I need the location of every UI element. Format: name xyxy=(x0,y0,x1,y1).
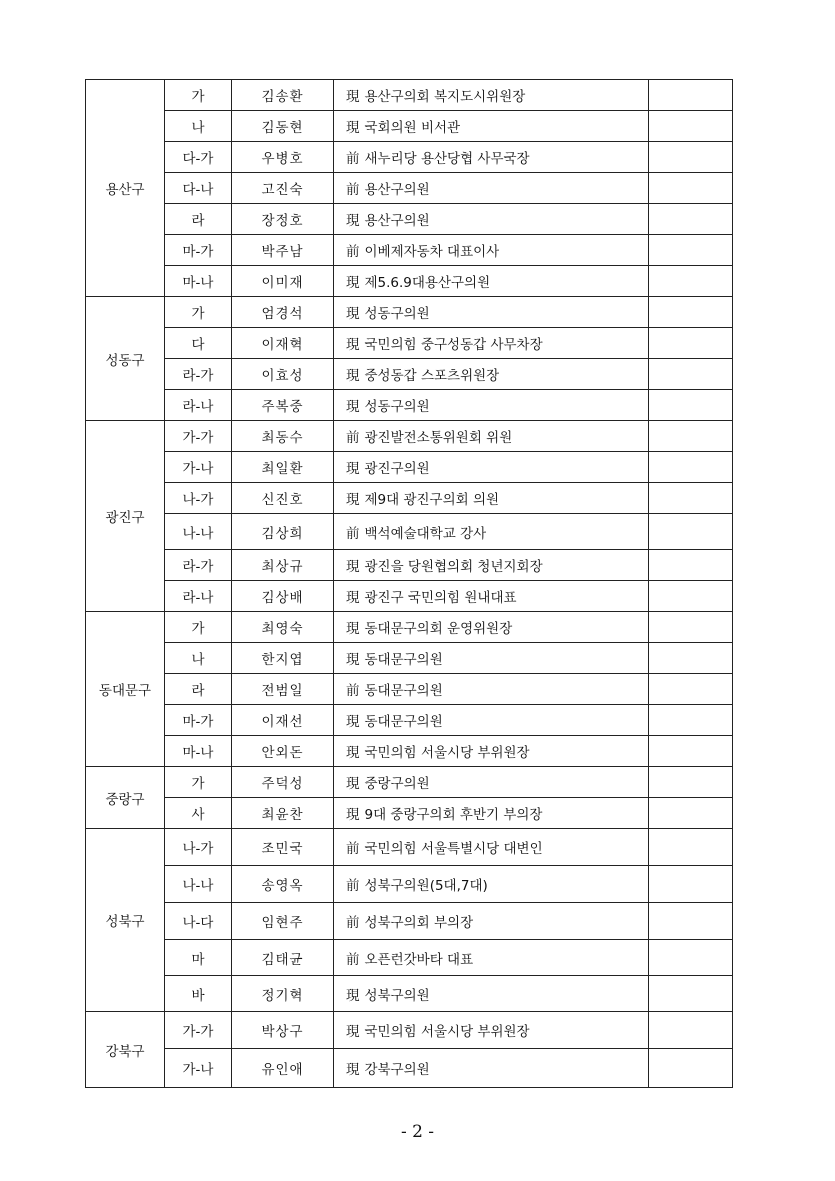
note-cell xyxy=(649,1012,733,1049)
career-text: 국회의원 비서관 xyxy=(364,120,461,136)
table-row xyxy=(86,390,733,421)
career-prefix: 現 xyxy=(346,306,360,322)
district-code-cell: 나-나 xyxy=(165,866,232,903)
district-code-cell: 다-가 xyxy=(165,142,232,173)
note-cell xyxy=(649,829,733,866)
career-prefix: 前 xyxy=(346,151,360,167)
district-code-cell: 나-가 xyxy=(165,483,232,514)
candidate-name-cell: 엄경석 xyxy=(232,297,334,328)
district-code-cell: 마-가 xyxy=(165,705,232,736)
career-text: 중랑구의원 xyxy=(364,776,430,792)
table-row xyxy=(86,235,733,266)
career-text: 광진구 국민의힘 원내대표 xyxy=(364,590,517,606)
career-text: 국민의힘 중구성동갑 사무차장 xyxy=(364,337,543,353)
district-code-cell: 라 xyxy=(165,674,232,705)
career-cell xyxy=(334,111,649,142)
note-cell xyxy=(649,866,733,903)
table-row xyxy=(86,142,733,173)
candidate-name-cell: 전범일 xyxy=(232,674,334,705)
career-cell xyxy=(334,612,649,643)
career-cell xyxy=(334,705,649,736)
career-cell xyxy=(334,266,649,297)
career-prefix: 現 xyxy=(346,89,360,105)
note-cell xyxy=(649,705,733,736)
note-cell xyxy=(649,483,733,514)
career-prefix: 現 xyxy=(346,492,360,508)
district-code-cell: 라-가 xyxy=(165,359,232,390)
candidate-name-cell: 유인애 xyxy=(232,1049,334,1088)
career-prefix: 現 xyxy=(346,652,360,668)
candidate-table xyxy=(85,79,733,1088)
table-row xyxy=(86,612,733,643)
career-prefix: 現 xyxy=(346,807,360,823)
career-cell xyxy=(334,483,649,514)
table-row xyxy=(86,940,733,976)
table-row xyxy=(86,798,733,829)
candidate-name-cell: 김송환 xyxy=(232,80,334,111)
career-text: 광진을 당원협의회 청년지회장 xyxy=(364,559,543,575)
career-cell xyxy=(334,550,649,581)
candidate-name-cell: 안외돈 xyxy=(232,736,334,767)
table-row xyxy=(86,204,733,235)
career-cell xyxy=(334,80,649,111)
district-cell: 용산구 xyxy=(86,80,165,297)
district-cell: 강북구 xyxy=(86,1012,165,1088)
career-text: 용산구의원 xyxy=(364,213,430,229)
candidate-name-cell: 이효성 xyxy=(232,359,334,390)
career-cell xyxy=(334,204,649,235)
note-cell xyxy=(649,1049,733,1088)
note-cell xyxy=(649,328,733,359)
career-prefix: 前 xyxy=(346,525,360,542)
district-code-cell: 가 xyxy=(165,767,232,798)
note-cell xyxy=(649,736,733,767)
note-cell xyxy=(649,976,733,1012)
career-prefix: 前 xyxy=(346,841,360,857)
candidate-name-cell: 이미재 xyxy=(232,266,334,297)
table-row xyxy=(86,421,733,452)
career-text: 국민의힘 서울시당 부위원장 xyxy=(364,745,530,761)
candidate-name-cell: 정기혁 xyxy=(232,976,334,1012)
page-number: - 2 - xyxy=(400,1122,435,1142)
career-prefix: 現 xyxy=(346,987,360,1004)
candidate-name-cell: 박상구 xyxy=(232,1012,334,1049)
career-prefix: 現 xyxy=(346,368,360,384)
career-prefix: 前 xyxy=(346,683,360,699)
note-cell xyxy=(649,903,733,940)
district-code-cell: 나 xyxy=(165,643,232,674)
career-text: 성북구의회 부의장 xyxy=(364,915,474,931)
career-text: 중성동갑 스포츠위원장 xyxy=(364,368,500,384)
table-row xyxy=(86,328,733,359)
note-cell xyxy=(649,643,733,674)
district-cell: 광진구 xyxy=(86,421,165,612)
table-row xyxy=(86,866,733,903)
candidate-name-cell: 김상배 xyxy=(232,581,334,612)
career-prefix: 現 xyxy=(346,714,360,730)
note-cell xyxy=(649,452,733,483)
note-cell xyxy=(649,514,733,550)
career-text: 동대문구의원 xyxy=(364,714,443,730)
career-text: 동대문구의원 xyxy=(364,683,443,699)
table-row xyxy=(86,674,733,705)
career-text: 오픈런갓바타 대표 xyxy=(364,951,474,968)
career-cell xyxy=(334,866,649,903)
district-code-cell: 마 xyxy=(165,940,232,976)
career-cell xyxy=(334,142,649,173)
career-text: 용산구의회 복지도시위원장 xyxy=(364,89,526,105)
career-prefix: 現 xyxy=(346,1062,360,1078)
note-cell xyxy=(649,359,733,390)
career-prefix: 現 xyxy=(346,590,360,606)
note-cell xyxy=(649,390,733,421)
career-cell xyxy=(334,421,649,452)
district-cell: 성북구 xyxy=(86,829,165,1012)
career-prefix: 現 xyxy=(346,621,360,637)
candidate-name-cell: 송영옥 xyxy=(232,866,334,903)
career-text: 국민의힘 서울특별시당 대변인 xyxy=(364,841,543,857)
note-cell xyxy=(649,235,733,266)
district-code-cell: 나-나 xyxy=(165,514,232,550)
note-cell xyxy=(649,421,733,452)
career-cell xyxy=(334,581,649,612)
candidate-name-cell: 최동수 xyxy=(232,421,334,452)
district-code-cell: 다 xyxy=(165,328,232,359)
table-row xyxy=(86,111,733,142)
table-row xyxy=(86,903,733,940)
table-row xyxy=(86,581,733,612)
district-code-cell: 나-가 xyxy=(165,829,232,866)
note-cell xyxy=(649,173,733,204)
career-prefix: 前 xyxy=(346,951,360,968)
career-text: 용산구의원 xyxy=(364,182,430,198)
note-cell xyxy=(649,142,733,173)
career-cell xyxy=(334,903,649,940)
table-row xyxy=(86,452,733,483)
note-cell xyxy=(649,612,733,643)
table-row xyxy=(86,1049,733,1088)
district-code-cell: 가 xyxy=(165,297,232,328)
career-prefix: 現 xyxy=(346,275,360,291)
note-cell xyxy=(649,674,733,705)
career-cell xyxy=(334,1012,649,1049)
career-text: 성북구의원 xyxy=(364,987,430,1004)
candidate-name-cell: 김상희 xyxy=(232,514,334,550)
table-row xyxy=(86,976,733,1012)
candidate-name-cell: 주덕성 xyxy=(232,767,334,798)
table-row xyxy=(86,359,733,390)
table-row xyxy=(86,514,733,550)
candidate-name-cell: 김동현 xyxy=(232,111,334,142)
career-text: 국민의힘 서울시당 부위원장 xyxy=(364,1024,530,1040)
career-cell xyxy=(334,829,649,866)
note-cell xyxy=(649,550,733,581)
table-row xyxy=(86,483,733,514)
note-cell xyxy=(649,297,733,328)
district-code-cell: 마-나 xyxy=(165,736,232,767)
career-text: 동대문구의회 운영위원장 xyxy=(364,621,513,637)
career-cell xyxy=(334,643,649,674)
table-row xyxy=(86,297,733,328)
district-cell: 중랑구 xyxy=(86,767,165,829)
career-prefix: 前 xyxy=(346,915,360,931)
candidate-table-body xyxy=(86,80,733,1088)
candidate-name-cell: 조민국 xyxy=(232,829,334,866)
career-prefix: 現 xyxy=(346,745,360,761)
career-text: 새누리당 용산당협 사무국장 xyxy=(364,151,530,167)
career-prefix: 前 xyxy=(346,878,360,894)
career-cell xyxy=(334,674,649,705)
table-row xyxy=(86,173,733,204)
career-text: 9대 중랑구의회 후반기 부의장 xyxy=(364,807,543,823)
table-row xyxy=(86,550,733,581)
career-text: 광진구의원 xyxy=(364,461,430,477)
candidate-name-cell: 우병호 xyxy=(232,142,334,173)
district-code-cell: 다-나 xyxy=(165,173,232,204)
career-text: 광진발전소통위원회 위원 xyxy=(364,430,513,446)
district-code-cell: 라-나 xyxy=(165,390,232,421)
table-row xyxy=(86,266,733,297)
note-cell xyxy=(649,204,733,235)
district-cell: 동대문구 xyxy=(86,612,165,767)
career-prefix: 前 xyxy=(346,244,360,260)
career-prefix: 現 xyxy=(346,399,360,415)
career-cell xyxy=(334,235,649,266)
district-cell: 성동구 xyxy=(86,297,165,421)
career-prefix: 現 xyxy=(346,1024,360,1040)
candidate-name-cell: 신진호 xyxy=(232,483,334,514)
note-cell xyxy=(649,798,733,829)
career-text: 백석예술대학교 강사 xyxy=(364,525,487,542)
table-row xyxy=(86,80,733,111)
career-text: 성북구의원(5대,7대) xyxy=(364,878,488,894)
candidate-name-cell: 한지엽 xyxy=(232,643,334,674)
career-cell xyxy=(334,976,649,1012)
candidate-name-cell: 고진숙 xyxy=(232,173,334,204)
district-code-cell: 라-나 xyxy=(165,581,232,612)
candidate-name-cell: 최윤찬 xyxy=(232,798,334,829)
career-cell xyxy=(334,940,649,976)
candidate-name-cell: 최상규 xyxy=(232,550,334,581)
career-cell xyxy=(334,1049,649,1088)
table-row xyxy=(86,1012,733,1049)
career-cell xyxy=(334,767,649,798)
note-cell xyxy=(649,80,733,111)
career-cell xyxy=(334,452,649,483)
career-text: 이베제자동차 대표이사 xyxy=(364,244,500,260)
candidate-name-cell: 이재선 xyxy=(232,705,334,736)
candidate-name-cell: 장정호 xyxy=(232,204,334,235)
career-prefix: 現 xyxy=(346,776,360,792)
career-text: 성동구의원 xyxy=(364,399,430,415)
career-prefix: 現 xyxy=(346,337,360,353)
note-cell xyxy=(649,111,733,142)
table-row xyxy=(86,643,733,674)
candidate-name-cell: 김태균 xyxy=(232,940,334,976)
career-prefix: 前 xyxy=(346,430,360,446)
candidate-name-cell: 최일환 xyxy=(232,452,334,483)
career-cell xyxy=(334,173,649,204)
note-cell xyxy=(649,940,733,976)
candidate-name-cell: 박주남 xyxy=(232,235,334,266)
table-row xyxy=(86,705,733,736)
career-cell xyxy=(334,798,649,829)
district-code-cell: 사 xyxy=(165,798,232,829)
district-code-cell: 가 xyxy=(165,612,232,643)
career-prefix: 現 xyxy=(346,120,360,136)
career-prefix: 現 xyxy=(346,461,360,477)
candidate-name-cell: 임현주 xyxy=(232,903,334,940)
district-code-cell: 마-나 xyxy=(165,266,232,297)
note-cell xyxy=(649,767,733,798)
candidate-name-cell: 주복중 xyxy=(232,390,334,421)
district-code-cell: 라-가 xyxy=(165,550,232,581)
career-text: 강북구의원 xyxy=(364,1062,430,1078)
district-code-cell: 나 xyxy=(165,111,232,142)
career-prefix: 現 xyxy=(346,559,360,575)
table-row xyxy=(86,736,733,767)
district-code-cell: 가 xyxy=(165,80,232,111)
candidate-name-cell: 최영숙 xyxy=(232,612,334,643)
district-code-cell: 라 xyxy=(165,204,232,235)
career-prefix: 前 xyxy=(346,182,360,198)
career-cell xyxy=(334,736,649,767)
career-cell xyxy=(334,328,649,359)
career-text: 제5.6.9대용산구의원 xyxy=(364,275,491,291)
career-cell xyxy=(334,359,649,390)
career-cell xyxy=(334,514,649,550)
career-cell xyxy=(334,390,649,421)
district-code-cell: 가-나 xyxy=(165,1049,232,1088)
career-cell xyxy=(334,297,649,328)
career-text: 성동구의원 xyxy=(364,306,430,322)
career-prefix: 現 xyxy=(346,213,360,229)
district-code-cell: 가-가 xyxy=(165,1012,232,1049)
career-text: 동대문구의원 xyxy=(364,652,443,668)
district-code-cell: 바 xyxy=(165,976,232,1012)
career-text: 제9대 광진구의회 의원 xyxy=(364,492,500,508)
note-cell xyxy=(649,581,733,612)
candidate-name-cell: 이재혁 xyxy=(232,328,334,359)
note-cell xyxy=(649,266,733,297)
district-code-cell: 나-다 xyxy=(165,903,232,940)
table-row xyxy=(86,829,733,866)
district-code-cell: 마-가 xyxy=(165,235,232,266)
district-code-cell: 가-가 xyxy=(165,421,232,452)
district-code-cell: 가-나 xyxy=(165,452,232,483)
table-row xyxy=(86,767,733,798)
